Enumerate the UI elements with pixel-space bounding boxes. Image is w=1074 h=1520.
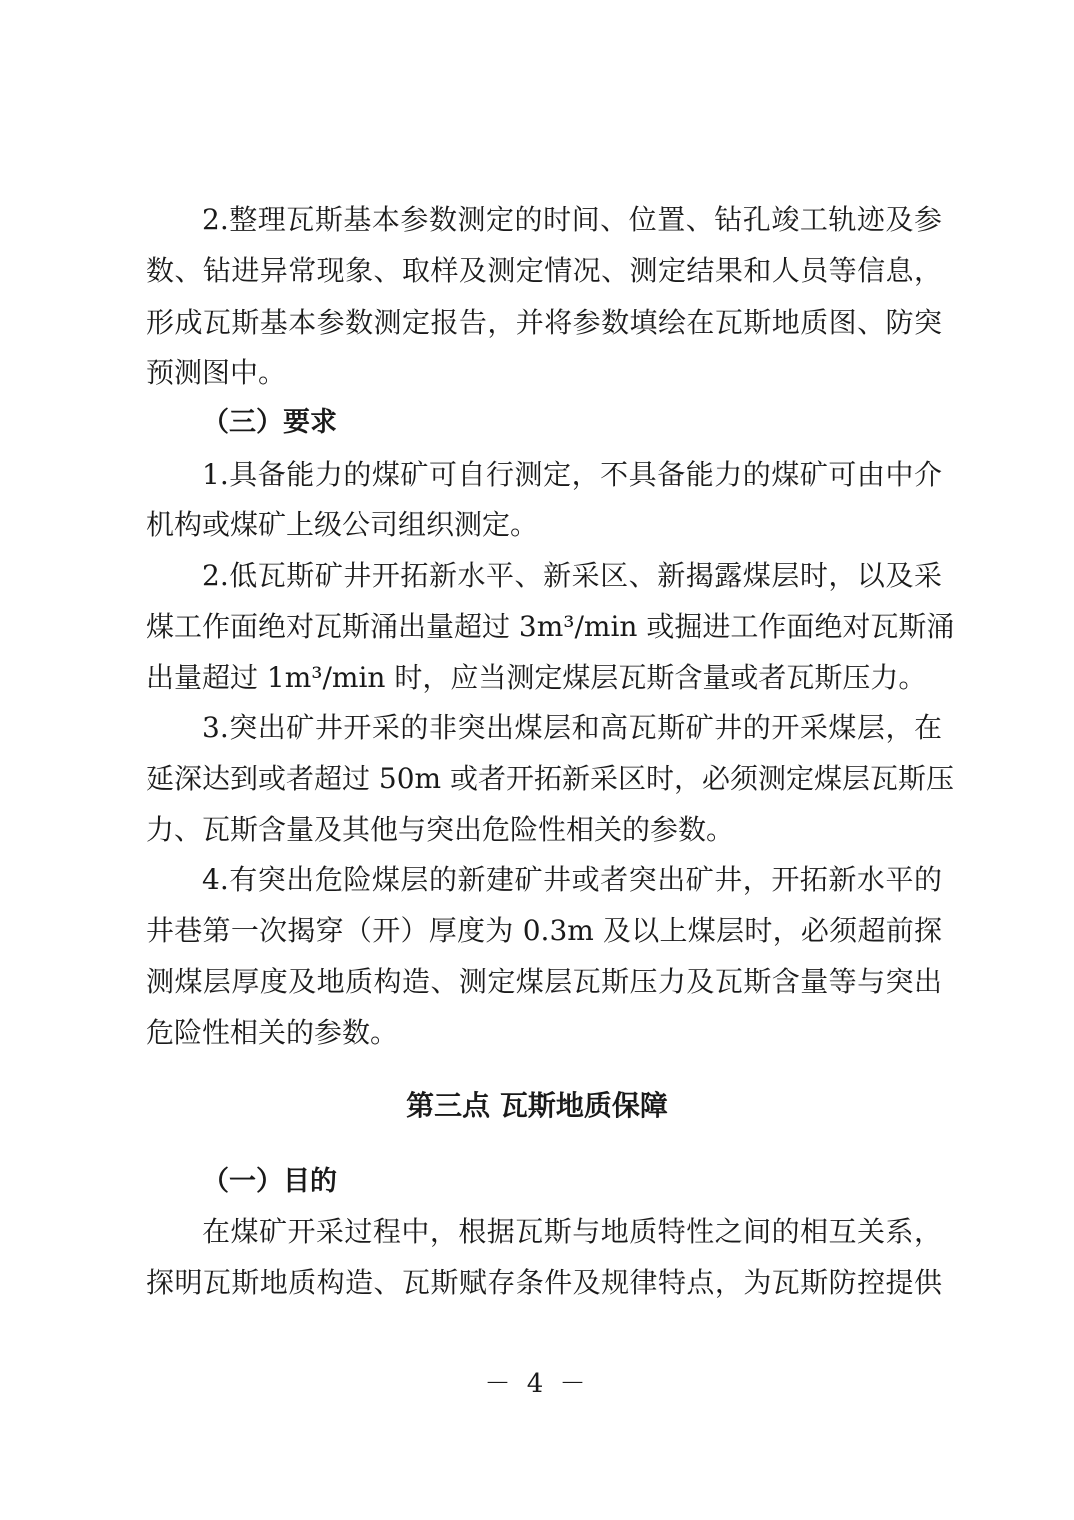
paragraph-line: 2.低瓦斯矿井开拓新水平、新采区、新揭露煤层时，以及采 [202, 559, 942, 592]
section-title: 第三点 瓦斯地质保障 [406, 1089, 668, 1122]
paragraph-line: 出量超过 1m³/min 时，应当测定煤层瓦斯含量或者瓦斯压力。 [146, 661, 927, 694]
paragraph-line: 2.整理瓦斯基本参数测定的时间、位置、钻孔竣工轨迹及参 [202, 203, 942, 236]
paragraph-line: 力、瓦斯含量及其他与突出危险性相关的参数。 [146, 813, 735, 846]
paragraph-line: 煤工作面绝对瓦斯涌出量超过 3m³/min 或掘进工作面绝对瓦斯涌 [146, 610, 955, 643]
paragraph-line: 延深达到或者超过 50m 或者开拓新采区时，必须测定煤层瓦斯压 [146, 762, 954, 795]
paragraph-line: 数、钻进异常现象、取样及测定情况、测定结果和人员等信息， [146, 254, 942, 287]
paragraph-line: 危险性相关的参数。 [146, 1016, 399, 1049]
paragraph-line: 1.具备能力的煤矿可自行测定，不具备能力的煤矿可由中介 [202, 458, 942, 491]
paragraph-line: 预测图中。 [146, 356, 287, 389]
paragraph-line: 3.突出矿井开采的非突出煤层和高瓦斯矿井的开采煤层，在 [202, 711, 942, 744]
page-number: － 4 － [484, 1369, 590, 1399]
paragraph-line: 4.有突出危险煤层的新建矿井或者突出矿井，开拓新水平的 [202, 863, 942, 896]
subsection-heading: （三）要求 [202, 407, 337, 438]
subsection-heading: （一）目的 [202, 1166, 337, 1197]
paragraph-line: 形成瓦斯基本参数测定报告，并将参数填绘在瓦斯地质图、防突 [146, 306, 942, 339]
paragraph-line: 机构或煤矿上级公司组织测定。 [146, 508, 539, 541]
paragraph-line: 井巷第一次揭穿（开）厚度为 0.3m 及以上煤层时，必须超前探 [146, 914, 942, 947]
paragraph-line: 在煤矿开采过程中，根据瓦斯与地质特性之间的相互关系， [202, 1215, 942, 1248]
paragraph-line: 测煤层厚度及地质构造、测定煤层瓦斯压力及瓦斯含量等与突出 [146, 965, 942, 998]
paragraph-line: 探明瓦斯地质构造、瓦斯赋存条件及规律特点，为瓦斯防控提供 [146, 1266, 942, 1299]
